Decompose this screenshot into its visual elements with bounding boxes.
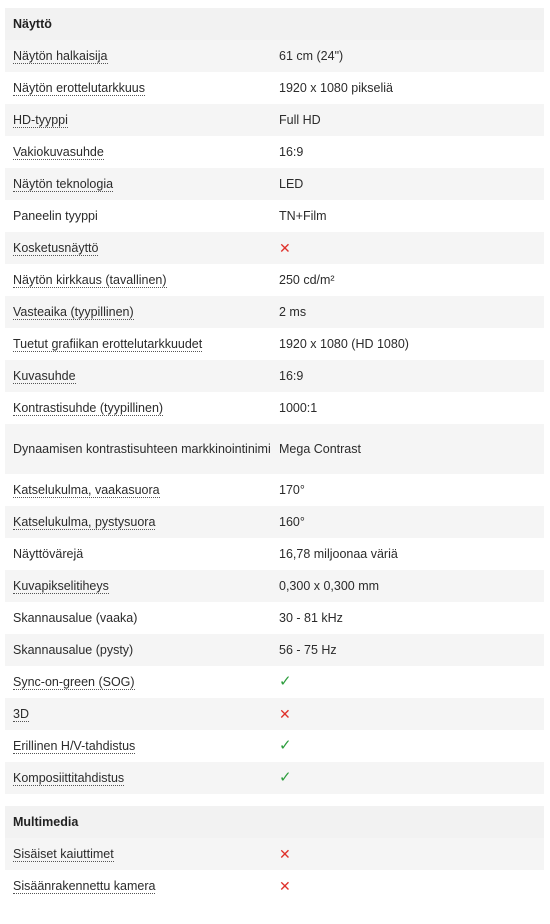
spec-label-text: Näytön erottelutarkkuus <box>13 81 146 95</box>
spec-label-text: Paneelin tyyppi <box>13 209 98 223</box>
spec-label[interactable] <box>5 47 271 65</box>
spec-value: 1000:1 <box>279 401 318 415</box>
section-title: Multimedia <box>5 806 544 838</box>
spec-value: LED <box>279 177 304 191</box>
spec-value: 56 - 75 Hz <box>279 643 337 657</box>
spec-value-icon-cell <box>271 769 544 787</box>
x-icon: ✕ <box>279 845 291 862</box>
spec-label-text: Skannausalue (pysty) <box>13 643 134 657</box>
spec-value: Full HD <box>279 113 321 127</box>
section-title: Näyttö <box>5 8 544 40</box>
spec-label <box>5 440 271 458</box>
spec-label-text: Näytön kirkkaus (tavallinen) <box>13 273 167 287</box>
spec-row <box>5 870 544 902</box>
spec-value-icon-cell <box>271 845 544 864</box>
spec-value: 170° <box>279 483 305 497</box>
spec-label[interactable] <box>5 877 271 895</box>
spec-row <box>5 104 544 136</box>
spec-row <box>5 570 544 602</box>
spec-row <box>5 264 544 296</box>
spec-label[interactable] <box>5 111 271 129</box>
spec-label[interactable] <box>5 303 271 321</box>
spec-row <box>5 40 544 72</box>
spec-row <box>5 506 544 538</box>
spec-row <box>5 232 544 264</box>
spec-label[interactable] <box>5 577 271 595</box>
spec-section <box>5 806 544 902</box>
x-icon: ✕ <box>279 705 291 722</box>
spec-rows <box>5 40 544 794</box>
spec-label-text: Erillinen H/V-tahdistus <box>13 739 136 753</box>
spec-row <box>5 328 544 360</box>
spec-label-text: Näytön teknologia <box>13 177 114 191</box>
spec-row <box>5 72 544 104</box>
spec-section <box>5 8 544 794</box>
spec-row <box>5 360 544 392</box>
spec-label[interactable] <box>5 175 271 193</box>
spec-row <box>5 762 544 794</box>
spec-label-text: Tuetut grafiikan erottelutarkkuudet <box>13 337 203 351</box>
spec-label-text: Kosketusnäyttö <box>13 241 99 255</box>
spec-value: 2 ms <box>279 305 307 319</box>
spec-label <box>5 609 271 627</box>
check-icon: ✓ <box>279 673 292 690</box>
spec-label[interactable] <box>5 513 271 531</box>
spec-label[interactable] <box>5 399 271 417</box>
spec-label-text: Katselukulma, pystysuora <box>13 515 156 529</box>
spec-label-text: Sisäiset kaiuttimet <box>13 847 114 861</box>
spec-label[interactable] <box>5 705 271 723</box>
spec-value: Mega Contrast <box>279 442 361 456</box>
spec-label-text: Sisäänrakennettu kamera <box>13 879 156 893</box>
spec-label-text: Vakiokuvasuhde <box>13 145 104 159</box>
spec-label[interactable] <box>5 673 271 691</box>
spec-value: 0,300 x 0,300 mm <box>279 579 380 593</box>
spec-value-icon-cell <box>271 705 544 724</box>
spec-label[interactable] <box>5 239 271 257</box>
spec-label[interactable] <box>5 481 271 499</box>
x-icon: ✕ <box>279 239 291 256</box>
spec-label[interactable] <box>5 79 271 97</box>
spec-label[interactable] <box>5 845 271 863</box>
spec-label <box>5 545 271 563</box>
spec-label-text: Dynaamisen kontrastisuhteen markkinointinimi <box>13 442 271 456</box>
spec-value: 16:9 <box>279 145 304 159</box>
spec-value: TN+Film <box>279 209 327 223</box>
spec-label[interactable] <box>5 143 271 161</box>
spec-sheet <box>0 8 550 902</box>
spec-label[interactable] <box>5 271 271 289</box>
spec-label[interactable] <box>5 737 271 755</box>
spec-label-text: Sync-on-green (SOG) <box>13 675 135 689</box>
spec-label-text: HD-tyyppi <box>13 113 68 127</box>
spec-row <box>5 392 544 424</box>
spec-row <box>5 136 544 168</box>
check-icon: ✓ <box>279 737 292 754</box>
spec-value: 160° <box>279 515 305 529</box>
spec-label-text: Näytön halkaisija <box>13 49 108 63</box>
spec-value: 61 cm (24") <box>279 49 344 63</box>
spec-value: 30 - 81 kHz <box>279 611 343 625</box>
spec-label <box>5 641 271 659</box>
spec-label[interactable] <box>5 367 271 385</box>
spec-row <box>5 200 544 232</box>
spec-value: 1920 x 1080 pikseliä <box>279 81 393 95</box>
x-icon: ✕ <box>279 877 291 894</box>
spec-row <box>5 838 544 870</box>
spec-row <box>5 168 544 200</box>
spec-row <box>5 424 544 474</box>
spec-value: 16:9 <box>279 369 304 383</box>
spec-label-text: Kuvapikselitiheys <box>13 579 109 593</box>
spec-label[interactable] <box>5 335 271 353</box>
spec-label-text: Näyttövärejä <box>13 547 84 561</box>
spec-label-text: Komposiittitahdistus <box>13 771 125 785</box>
spec-label-text: Katselukulma, vaakasuora <box>13 483 160 497</box>
spec-label-text: Vasteaika (tyypillinen) <box>13 305 134 319</box>
spec-value-icon-cell <box>271 239 544 258</box>
spec-value: 16,78 miljoonaa väriä <box>279 547 398 561</box>
spec-label-text: 3D <box>13 707 29 721</box>
spec-label-text: Kontrastisuhde (tyypillinen) <box>13 401 164 415</box>
spec-row <box>5 602 544 634</box>
spec-row <box>5 698 544 730</box>
spec-row <box>5 730 544 762</box>
spec-label-text: Kuvasuhde <box>13 369 76 383</box>
spec-value-icon-cell <box>271 673 544 691</box>
spec-row <box>5 634 544 666</box>
spec-label <box>5 207 271 225</box>
spec-row <box>5 538 544 570</box>
spec-value: 250 cd/m² <box>279 273 335 287</box>
spec-row <box>5 666 544 698</box>
check-icon: ✓ <box>279 769 292 786</box>
spec-label-text: Skannausalue (vaaka) <box>13 611 138 625</box>
spec-value-icon-cell <box>271 877 544 896</box>
spec-row <box>5 296 544 328</box>
spec-row <box>5 474 544 506</box>
spec-value: 1920 x 1080 (HD 1080) <box>279 337 409 351</box>
spec-value-icon-cell <box>271 737 544 755</box>
spec-rows <box>5 838 544 902</box>
spec-label[interactable] <box>5 769 271 787</box>
